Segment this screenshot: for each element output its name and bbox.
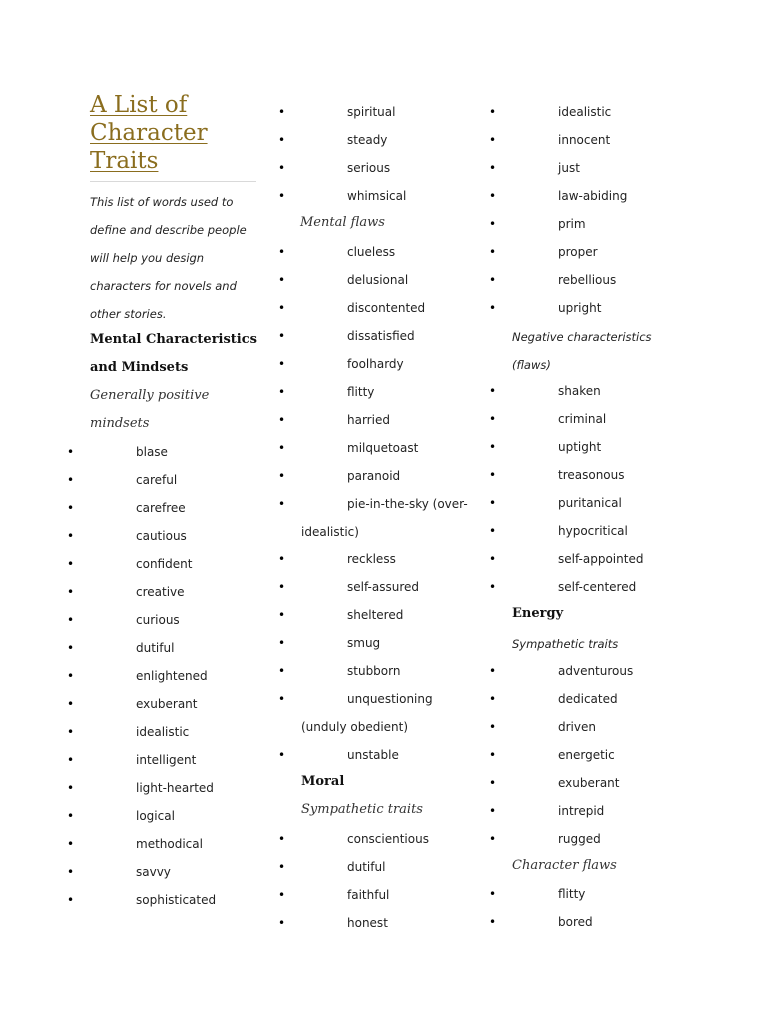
list-item-label: self-appointed [558, 552, 644, 566]
list-item [67, 606, 257, 634]
list-item [67, 438, 257, 466]
list-item [278, 909, 478, 937]
list-item-label: cautious [136, 529, 187, 543]
bullet-icon: • [489, 524, 497, 538]
bullet-icon: • [278, 916, 286, 930]
bullet-icon: • [489, 496, 497, 510]
energy-sympathetic-list [489, 657, 689, 853]
list-item [278, 126, 478, 154]
list-item-label: driven [558, 720, 596, 734]
bullet-icon: • [278, 413, 286, 427]
bullet-icon: • [67, 893, 75, 907]
list-item-label: logical [136, 809, 175, 823]
list-item-label: rugged [558, 832, 601, 846]
bullet-icon: • [67, 557, 75, 571]
list-item [489, 741, 689, 769]
bullet-icon: • [278, 608, 286, 622]
list-item [489, 126, 689, 154]
character-flaws-heading: Character flaws [512, 858, 617, 873]
list-item [489, 573, 689, 601]
bullet-icon: • [67, 501, 75, 515]
bullet-icon: • [489, 273, 497, 287]
bullet-icon: • [67, 445, 75, 459]
mental-flaws-heading: Mental flaws [300, 215, 385, 230]
list-item-label: stubborn [347, 664, 401, 678]
bullet-icon: • [489, 161, 497, 175]
bullet-icon: • [278, 469, 286, 483]
list-item-label: dedicated [558, 692, 618, 706]
list-item [278, 601, 478, 629]
bullet-icon: • [67, 641, 75, 655]
bullet-icon: • [489, 440, 497, 454]
list-item-label: dutiful [136, 641, 175, 655]
mental-flaws-list-pie [278, 490, 483, 518]
bullet-icon: • [67, 669, 75, 683]
list-item-label: puritanical [558, 496, 622, 510]
mental-flaws-list-unstable [278, 741, 478, 769]
bullet-icon: • [278, 580, 286, 594]
list-item [278, 629, 478, 657]
list-item-label: bored [558, 915, 593, 929]
list-item [489, 713, 689, 741]
bullet-icon: • [489, 915, 497, 929]
moral-sympathetic-list [278, 825, 478, 937]
list-item [278, 825, 478, 853]
negative-characteristics-list [489, 377, 689, 601]
list-item-label: harried [347, 413, 390, 427]
bullet-icon: • [278, 301, 286, 315]
list-item-label: flitty [558, 887, 586, 901]
list-item [489, 210, 689, 238]
list-item-label: reckless [347, 552, 396, 566]
bullet-icon: • [278, 664, 286, 678]
bullet-icon: • [278, 105, 286, 119]
bullet-icon: • [278, 385, 286, 399]
bullet-icon: • [489, 664, 497, 678]
list-item [278, 238, 478, 266]
list-item-label: conscientious [347, 832, 429, 846]
list-item-label: shaken [558, 384, 601, 398]
list-item-label: blase [136, 445, 168, 459]
list-item [67, 718, 257, 746]
list-item [67, 886, 257, 914]
list-item [67, 550, 257, 578]
bullet-icon: • [489, 692, 497, 706]
list-item [278, 657, 478, 685]
bullet-icon: • [489, 301, 497, 315]
list-item [278, 881, 478, 909]
list-item [489, 238, 689, 266]
list-item-label: careful [136, 473, 178, 487]
list-item-label: flitty [347, 385, 375, 399]
bullet-icon: • [67, 725, 75, 739]
list-item-label: intelligent [136, 753, 197, 767]
list-item-label: self-assured [347, 580, 419, 594]
list-item-label: exuberant [558, 776, 620, 790]
list-item-label: confident [136, 557, 193, 571]
list-item [489, 685, 689, 713]
list-item: • unstable [278, 741, 478, 769]
bullet-icon: • [67, 473, 75, 487]
list-item [278, 545, 478, 573]
list-item-label: prim [558, 217, 586, 231]
bullet-icon: • [278, 357, 286, 371]
character-flaws-list [489, 880, 689, 936]
list-item [67, 634, 257, 662]
bullet-icon: • [67, 613, 75, 627]
list-item: • unquestioning [278, 685, 478, 713]
bullet-icon: • [278, 273, 286, 287]
mental-flaws-list-more [278, 545, 478, 685]
list-item-continuation: (unduly obedient) [301, 720, 409, 734]
list-item [67, 858, 257, 886]
list-item-label: steady [347, 133, 388, 147]
list-item [67, 802, 257, 830]
mental-flaws-list-unq [278, 685, 478, 713]
bullet-icon: • [278, 832, 286, 846]
bullet-icon: • [489, 720, 497, 734]
bullet-icon: • [278, 133, 286, 147]
list-item-label: honest [347, 916, 388, 930]
list-item [489, 657, 689, 685]
bullet-icon: • [67, 585, 75, 599]
bullet-icon: • [278, 552, 286, 566]
list-item-label: carefree [136, 501, 186, 515]
list-item-label: serious [347, 161, 391, 175]
list-item-label: rebellious [558, 273, 617, 287]
bullet-icon: • [278, 441, 286, 455]
list-item-label: idealistic [136, 725, 190, 739]
bullet-icon: • [67, 865, 75, 879]
bullet-icon: • [278, 245, 286, 259]
energy-heading: Energy [512, 606, 564, 621]
list-item-label: law-abiding [558, 189, 628, 203]
list-item [278, 350, 478, 378]
list-item-label: smug [347, 636, 381, 650]
list-item [489, 405, 689, 433]
list-item [489, 154, 689, 182]
bullet-icon: • [489, 412, 497, 426]
bullet-icon: • [278, 860, 286, 874]
bullet-icon: • [67, 753, 75, 767]
list-item-label: intrepid [558, 804, 605, 818]
list-item-label: methodical [136, 837, 203, 851]
list-item-label: delusional [347, 273, 409, 287]
list-item [67, 662, 257, 690]
bullet-icon: • [278, 189, 286, 203]
list-item [489, 489, 689, 517]
bullet-icon: • [489, 105, 497, 119]
list-item-label: whimsical [347, 189, 407, 203]
bullet-icon: • [67, 529, 75, 543]
list-item-label: discontented [347, 301, 426, 315]
bullet-icon: • [67, 697, 75, 711]
list-item-label: dissatisfied [347, 329, 415, 343]
bullet-icon: • [278, 329, 286, 343]
list-item [278, 434, 478, 462]
list-item [278, 294, 478, 322]
bullet-icon: • [489, 384, 497, 398]
bullet-icon: • [489, 189, 497, 203]
list-item-label: curious [136, 613, 180, 627]
list-item [67, 522, 257, 550]
bullet-icon: • [489, 217, 497, 231]
list-item [278, 182, 478, 210]
list-item [278, 322, 478, 350]
bullet-icon: • [278, 636, 286, 650]
bullet-icon: • [278, 497, 286, 511]
list-item: • pie-in-the-sky (over- [278, 490, 483, 518]
list-item-label: milquetoast [347, 441, 419, 455]
bullet-icon: • [489, 887, 497, 901]
list-item-label: innocent [558, 133, 611, 147]
moral-sympathetic-heading: Sympathetic traits [301, 802, 423, 817]
list-item-label: creative [136, 585, 185, 599]
list-item [489, 294, 689, 322]
moral-heading: Moral [301, 774, 345, 789]
list-item [67, 578, 257, 606]
bullet-icon: • [489, 580, 497, 594]
list-item-label: savvy [136, 865, 171, 879]
list-item [67, 494, 257, 522]
list-item-label: criminal [558, 412, 607, 426]
bullet-icon: • [489, 133, 497, 147]
bullet-icon: • [489, 804, 497, 818]
list-item [278, 853, 478, 881]
bullet-icon: • [489, 468, 497, 482]
list-item-label: dutiful [347, 860, 386, 874]
list-item [278, 98, 478, 126]
list-item [278, 406, 478, 434]
list-item-label: clueless [347, 245, 396, 259]
list-item [67, 466, 257, 494]
list-item [489, 545, 689, 573]
list-item-label: uptight [558, 440, 602, 454]
list-item [489, 880, 689, 908]
list-item-label: energetic [558, 748, 615, 762]
bullet-icon: • [489, 832, 497, 846]
negative-characteristics-heading-2: (flaws) [512, 358, 551, 372]
title-divider [90, 181, 256, 182]
bullet-icon: • [278, 161, 286, 175]
list-item-label: paranoid [347, 469, 401, 483]
list-item-continuation: idealistic) [301, 525, 359, 539]
list-item [278, 573, 478, 601]
list-item [489, 517, 689, 545]
mental-characteristics-heading: Mental Characteristics and Mindsets [90, 332, 257, 375]
list-item [278, 154, 478, 182]
mindsets-list-continued [278, 98, 478, 210]
list-item [489, 98, 689, 126]
list-item [67, 830, 257, 858]
list-item-label: upright [558, 301, 602, 315]
list-item-label: treasonous [558, 468, 625, 482]
list-item [489, 797, 689, 825]
list-item-label: sheltered [347, 608, 404, 622]
list-item [489, 769, 689, 797]
intro-text: This list of words used to define and describe people will help you design characters for novels and other stories. [90, 195, 247, 321]
list-item [278, 378, 478, 406]
bullet-icon: • [278, 888, 286, 902]
bullet-icon: • [278, 692, 286, 706]
list-item-label: spiritual [347, 105, 396, 119]
list-item-label: just [558, 161, 580, 175]
bullet-icon: • [67, 837, 75, 851]
list-item-label: sophisticated [136, 893, 217, 907]
bullet-icon: • [489, 245, 497, 259]
list-item-label: faithful [347, 888, 390, 902]
list-item [67, 690, 257, 718]
list-item [489, 182, 689, 210]
list-item [489, 825, 689, 853]
energy-sympathetic-heading: Sympathetic traits [512, 637, 619, 651]
list-item [278, 266, 478, 294]
page-title[interactable]: A List of Character Traits [90, 92, 208, 174]
list-item-label: foolhardy [347, 357, 404, 371]
bullet-icon: • [489, 776, 497, 790]
bullet-icon: • [67, 809, 75, 823]
bullet-icon: • [489, 748, 497, 762]
list-item [489, 908, 689, 936]
list-item-label: self-centered [558, 580, 637, 594]
bullet-icon: • [489, 552, 497, 566]
list-item [67, 746, 257, 774]
list-item [489, 433, 689, 461]
negative-characteristics-heading: Negative characteristics [512, 330, 652, 344]
list-item [278, 462, 478, 490]
positive-mindsets-subheading: Generally positive mindsets [90, 388, 210, 431]
list-item-label: hypocritical [558, 524, 628, 538]
positive-mindsets-list [67, 438, 257, 914]
list-item-label: light-hearted [136, 781, 214, 795]
moral-sympathetic-list-continued [489, 98, 689, 322]
bullet-icon: • [67, 781, 75, 795]
list-item [67, 774, 257, 802]
list-item [489, 377, 689, 405]
list-item-label: adventurous [558, 664, 634, 678]
list-item [489, 266, 689, 294]
bullet-icon: • [278, 748, 286, 762]
list-item-label: proper [558, 245, 598, 259]
list-item [489, 461, 689, 489]
mental-flaws-list [278, 238, 478, 490]
list-item-label: idealistic [558, 105, 612, 119]
list-item-label: exuberant [136, 697, 198, 711]
list-item-label: enlightened [136, 669, 208, 683]
